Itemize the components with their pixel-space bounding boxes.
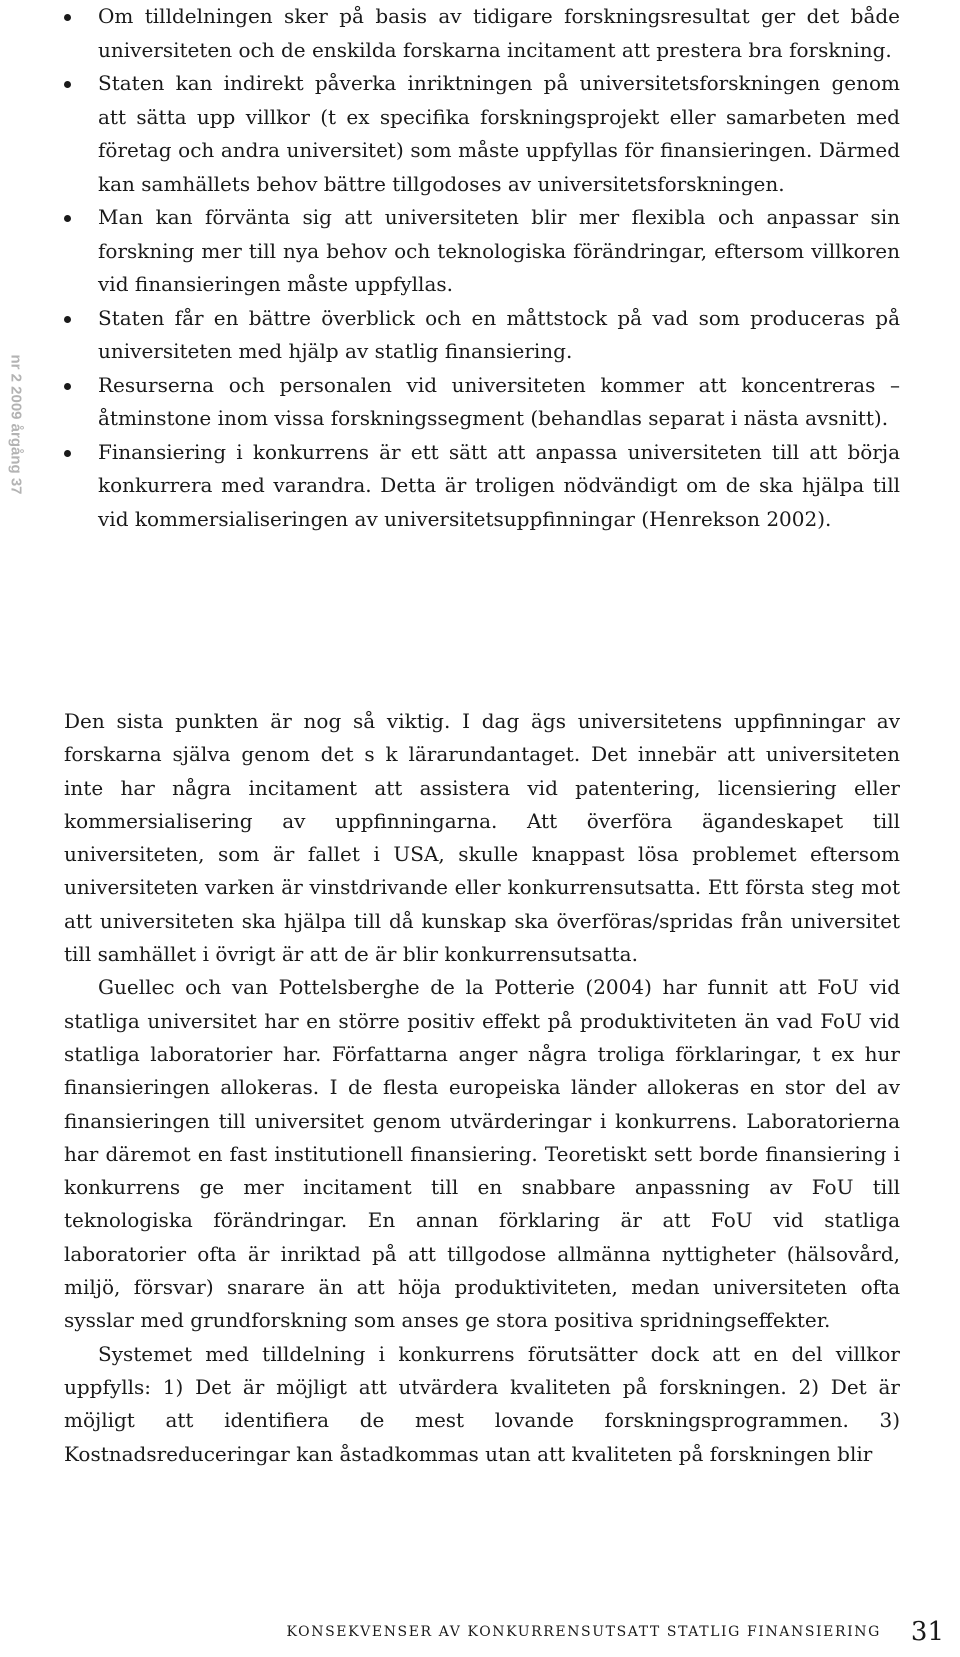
page-number: 31 (910, 1617, 944, 1647)
bullet-item: Om tilldelningen sker på basis av tidigare forskningsresultat ger det både universiteten och de enskilda forskarna incitament att prestera bra forskning. (64, 0, 900, 67)
bullet-item: Staten får en bättre överblick och en måttstock på vad som produceras på universiteten med hjälp av statlig finansiering. (64, 302, 900, 369)
journal-issue-label (7, 336, 25, 516)
bullet-item: Finansiering i konkurrens är ett sätt att anpassa universiteten till att börja konkurrera med varandra. Detta är troligen nödvändigt om de ska hjälpa till vid kommersialiseringen av universitetsuppfinningar (Henrekson 2002). (64, 436, 900, 537)
bullet-item: Staten kan indirekt påverka inriktningen på universitetsforskningen genom att sätta upp villkor (t ex specifika forskningsprojekt eller samarbeten med företag och andra universitet) som måste uppfyllas för finansieringen. Därmed kan samhällets behov bättre tillgodoses av universitetsforskningen. (64, 67, 900, 201)
running-head: KONSEKVENSER AV KONKURRENSUTSATT STATLIG FINANSIERING (286, 1624, 881, 1640)
paragraph: Guellec och van Pottelsberghe de la Potterie (2004) har funnit att FoU vid statliga universitet har en större positiv effekt på produktiviteten än vad FoU vid statliga laboratorier har. Författarna anger några troliga förklaringar, t ex hur finansieringen allokeras. I de flesta europeiska länder allokeras en stor del av finansieringen till universitet genom utvärderingar i konkurrens. Laboratorierna har däremot en fast institutionell finansiering. Teoretiskt sett borde finansiering i konkurrens ge mer incitament till en snabbare anpassning av FoU till teknologiska förändringar. En annan förklaring är att FoU vid statliga laboratorier ofta är inriktad på att tillgodose allmänna nyttigheter (hälsovård, miljö, försvar) snarare än att höja produktiviteten, medan universiteten ofta sysslar med grundforskning som anses ge stora positiva spridningseffekter. (64, 975, 900, 1333)
bullet-list (64, 0, 900, 536)
paragraph: Systemet med tilldelning i konkurrens förutsätter dock att en del villkor uppfylls: 1) Det är möjligt att utvärdera kvaliteten på forskningen. 2) Det är möjligt att identifiera de mest lovande forskningsprogrammen. 3) Kostnadsreduceringar kan åstadkommas utan att kvaliteten på forskningen blir (64, 1341, 900, 1466)
body-text (64, 705, 900, 1471)
bullet-item: Man kan förvänta sig att universiteten blir mer flexibla och anpassar sin forskning mer till nya behov och teknologiska förändringar, eftersom villkoren vid finansieringen måste uppfyllas. (64, 201, 900, 302)
bullet-item: Resurserna och personalen vid universiteten kommer att koncentreras – åtminstone inom vissa forskningssegment (behandlas separat i nästa avsnitt). (64, 369, 900, 436)
page-footer (286, 1607, 944, 1657)
journal-issue-text: nr 2 2009 årgång 37 (7, 354, 25, 495)
paragraph: Den sista punkten är nog så viktig. I dag ägs universitetens uppfinningar av forskarna själva genom det s k lärarundantaget. Det innebär att universiteten inte har några incitament att assistera vid patentering, licensiering eller kommersialisering av uppfinningarna. Att överföra ägandeskapet till universiteten, som är fallet i USA, skulle knappast lösa problemet eftersom universiteten varken är vinstdrivande eller konkurrensutsatta. Ett första steg mot att universiteten ska hjälpa till då kunskap ska överföras/spridas från universitet till samhället i övrigt är att de är blir konkurrensutsatta. (64, 709, 900, 967)
